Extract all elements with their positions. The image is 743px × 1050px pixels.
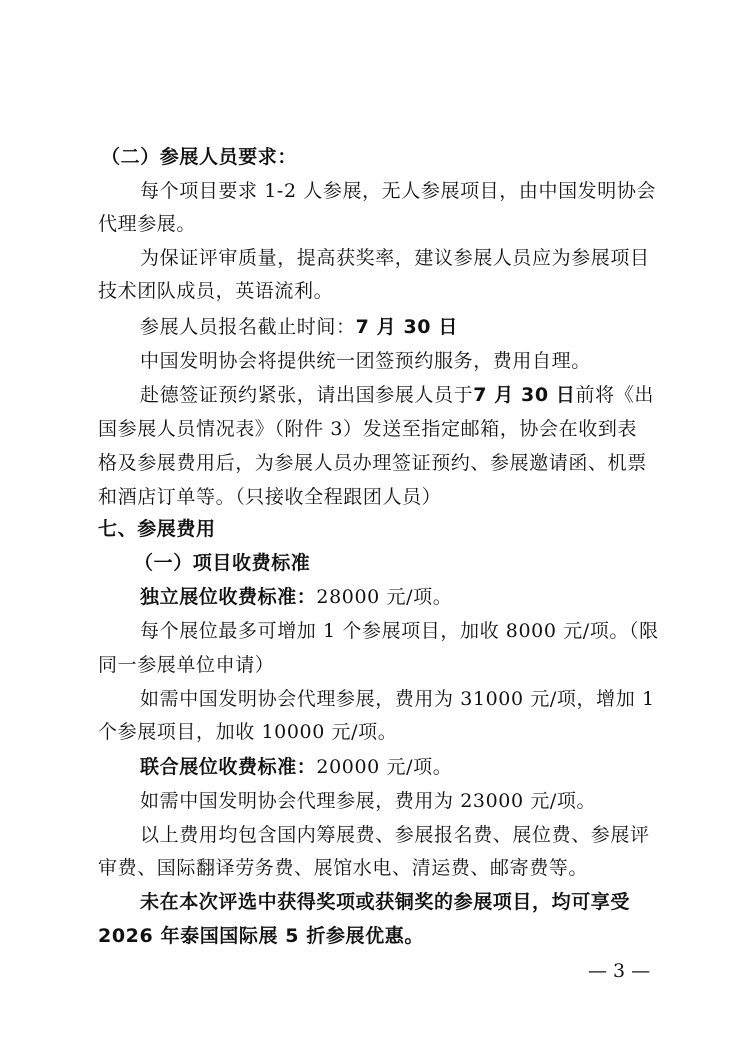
paragraph-extra-project-line-1: 每个展位最多可增加 1 个参展项目，加收 8000 元/项。（限: [140, 620, 659, 642]
section-heading-participant-requirements: （二）参展人员要求：: [101, 146, 298, 168]
paragraph-fee-includes-line-2: 审费、国际翻译劳务费、展馆水电、清运费、邮寄费等。: [98, 857, 589, 879]
paragraph-participants-line-2: 代理参展。: [98, 213, 197, 235]
paragraph-quality-line-1: 为保证评审质量，提高获奖率，建议参展人员应为参展项目: [140, 247, 650, 269]
paragraph-deadline: [140, 312, 458, 342]
joint-booth-label: 联合展位收费标准：: [140, 756, 317, 778]
deadline-date: 7 月 30 日: [355, 316, 458, 338]
paragraph-participants-line-1: 每个项目要求 1-2 人参展，无人参展项目，由中国发明协会: [140, 180, 657, 202]
paragraph-independent-booth: [140, 582, 452, 612]
paragraph-visa-line-4: 和酒店订单等。（只接收全程跟团人员）: [98, 486, 442, 508]
paragraph-discount-line-2: 2026 年泰国国际展 5 折参展优惠。: [98, 925, 424, 947]
deadline-label: 参展人员报名截止时间：: [140, 316, 356, 338]
paragraph-visa-line-3: 格及参展费用后，为参展人员办理签证预约、参展邀请函、机票: [98, 452, 647, 474]
independent-booth-label: 独立展位收费标准：: [140, 586, 317, 608]
paragraph-fee-includes-line-1: 以上费用均包含国内筹展费、参展报名费、展位费、参展评: [140, 824, 650, 846]
paragraph-agent-fee-line-1: 如需中国发明协会代理参展，费用为 31000 元/项，增加 1: [140, 688, 655, 710]
paragraph-visa-line-2: 国参展人员情况表》（附件 3）发送至指定邮箱，协会在收到表: [98, 418, 638, 440]
paragraph-joint-booth: [140, 752, 452, 782]
paragraph-agent-fee-line-2: 个参展项目，加收 10000 元/项。: [98, 721, 398, 743]
paragraph-joint-agent-fee: 如需中国发明协会代理参展，费用为 23000 元/项。: [140, 790, 597, 812]
paragraph-quality-line-2: 技术团队成员，英语流利。: [98, 280, 334, 302]
paragraph-visa-line-1: [140, 380, 654, 410]
chapter-heading-fees: 七、参展费用: [98, 518, 216, 540]
paragraph-visa-service: 中国发明协会将提供统一团签预约服务，费用自理。: [140, 350, 591, 372]
paragraph-discount-line-1: 未在本次评选中获得奖项或获铜奖的参展项目，均可享受: [140, 891, 631, 913]
paragraph-extra-project-line-2: 同一参展单位申请）: [98, 654, 275, 676]
visa-line-1-post: 前将《出: [575, 384, 654, 406]
visa-deadline-date: 7 月 30 日: [473, 384, 576, 406]
visa-line-1-pre: 赴德签证预约紧张，请出国参展人员于: [140, 384, 474, 406]
independent-booth-value: 28000 元/项。: [316, 586, 453, 608]
page-number: — 3 —: [588, 960, 651, 982]
sub-heading-fee-standard: （一）项目收费标准: [134, 552, 311, 574]
joint-booth-value: 20000 元/项。: [316, 756, 453, 778]
